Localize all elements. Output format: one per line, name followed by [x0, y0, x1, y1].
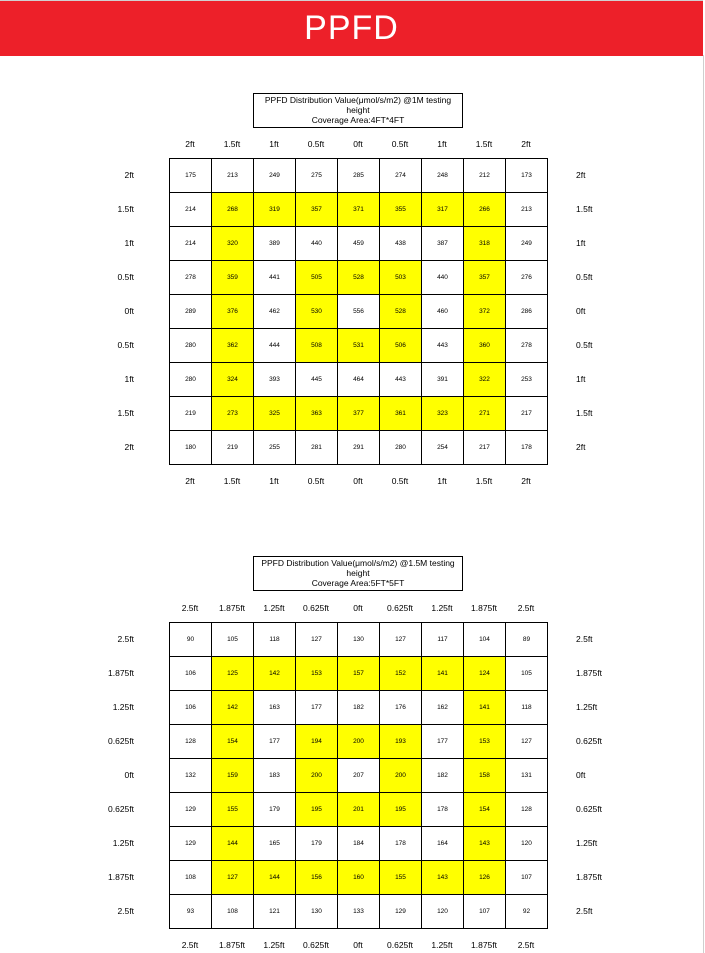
row-label-right: 1.875ft — [576, 872, 602, 882]
ppfd-cell: 130 — [338, 623, 380, 657]
ppfd-cell: 443 — [422, 329, 464, 363]
ppfd-cell: 248 — [422, 159, 464, 193]
ppfd-cell: 153 — [464, 725, 506, 759]
column-label-bottom: 2ft — [521, 476, 531, 486]
ppfd-cell: 217 — [464, 431, 506, 465]
column-label-bottom: 0.625ft — [303, 940, 329, 950]
ppfd-cell: 213 — [506, 193, 548, 227]
ppfd-cell: 389 — [254, 227, 296, 261]
row-label-left: 2ft — [124, 170, 134, 180]
ppfd-cell: 213 — [212, 159, 254, 193]
ppfd-cell: 200 — [338, 725, 380, 759]
table-title-box — [253, 93, 463, 128]
ppfd-cell: 177 — [254, 725, 296, 759]
ppfd-cell: 177 — [296, 691, 338, 725]
ppfd-cell: 107 — [464, 895, 506, 929]
ppfd-cell: 106 — [170, 691, 212, 725]
column-label-bottom: 1.25ft — [431, 940, 453, 950]
ppfd-cell: 387 — [422, 227, 464, 261]
row-label-right: 1.25ft — [576, 702, 598, 712]
column-label-bottom: 0.5ft — [307, 476, 325, 486]
ppfd-cell: 141 — [464, 691, 506, 725]
row-label-right: 0.5ft — [576, 340, 593, 350]
ppfd-cell: 528 — [338, 261, 380, 295]
ppfd-cell: 377 — [338, 397, 380, 431]
ppfd-cell: 142 — [212, 691, 254, 725]
ppfd-cell: 280 — [380, 431, 422, 465]
ppfd-cell: 175 — [170, 159, 212, 193]
table-title-line: PPFD Distribution Value(μmol/s/m2) @1.5M testing — [261, 558, 455, 568]
ppfd-cell: 200 — [296, 759, 338, 793]
column-label-bottom: 1.5ft — [223, 476, 241, 486]
ppfd-cell: 363 — [296, 397, 338, 431]
ppfd-cell: 281 — [296, 431, 338, 465]
ppfd-cell: 164 — [422, 827, 464, 861]
table-title-line: Coverage Area:5FT*5FT — [311, 578, 405, 588]
ppfd-cell: 357 — [296, 193, 338, 227]
ppfd-cell: 194 — [296, 725, 338, 759]
header-band — [0, 0, 703, 56]
ppfd-cell: 177 — [422, 725, 464, 759]
ppfd-cell: 273 — [212, 397, 254, 431]
ppfd-cell: 440 — [422, 261, 464, 295]
ppfd-cell: 322 — [464, 363, 506, 397]
ppfd-cell: 183 — [254, 759, 296, 793]
column-label-top: 1.5ft — [223, 139, 241, 149]
ppfd-cell: 127 — [506, 725, 548, 759]
ppfd-cell: 163 — [254, 691, 296, 725]
row-label-right: 1ft — [576, 238, 586, 248]
row-label-right: 2ft — [576, 442, 586, 452]
row-label-right: 2.5ft — [576, 634, 593, 644]
column-label-bottom: 1ft — [437, 476, 447, 486]
ppfd-cell: 391 — [422, 363, 464, 397]
ppfd-cell: 142 — [254, 657, 296, 691]
ppfd-cell: 280 — [170, 363, 212, 397]
ppfd-cell: 376 — [212, 295, 254, 329]
ppfd-cell: 154 — [464, 793, 506, 827]
ppfd-cell: 462 — [254, 295, 296, 329]
ppfd-cell: 317 — [422, 193, 464, 227]
ppfd-cell: 372 — [464, 295, 506, 329]
ppfd-cell: 325 — [254, 397, 296, 431]
ppfd-cell: 121 — [254, 895, 296, 929]
ppfd-cell: 193 — [380, 725, 422, 759]
ppfd-cell: 195 — [380, 793, 422, 827]
row-label-left: 0.5ft — [117, 272, 134, 282]
ppfd-cell: 165 — [254, 827, 296, 861]
row-label-right: 2.5ft — [576, 906, 593, 916]
ppfd-cell: 107 — [506, 861, 548, 895]
ppfd-cell: 153 — [296, 657, 338, 691]
row-label-left: 0ft — [124, 770, 134, 780]
ppfd-cell: 120 — [422, 895, 464, 929]
page-title: PPFD — [304, 9, 399, 47]
ppfd-cell: 92 — [506, 895, 548, 929]
row-label-left: 1ft — [124, 374, 134, 384]
column-label-bottom: 0ft — [353, 476, 363, 486]
ppfd-cell: 179 — [296, 827, 338, 861]
ppfd-cell: 125 — [212, 657, 254, 691]
ppfd-cell: 178 — [506, 431, 548, 465]
ppfd-cell: 195 — [296, 793, 338, 827]
ppfd-cell: 324 — [212, 363, 254, 397]
ppfd-cell: 127 — [380, 623, 422, 657]
ppfd-cell: 361 — [380, 397, 422, 431]
ppfd-cell: 155 — [212, 793, 254, 827]
ppfd-cell: 319 — [254, 193, 296, 227]
ppfd-cell: 503 — [380, 261, 422, 295]
table-title-line: height — [346, 105, 370, 115]
ppfd-cell: 155 — [380, 861, 422, 895]
column-label-top: 2.5ft — [181, 603, 199, 613]
ppfd-cell: 104 — [464, 623, 506, 657]
ppfd-cell: 253 — [506, 363, 548, 397]
column-label-top: 1.875ft — [219, 603, 245, 613]
ppfd-cell: 266 — [464, 193, 506, 227]
column-label-bottom: 0.5ft — [391, 476, 409, 486]
ppfd-cell: 214 — [170, 193, 212, 227]
ppfd-cell: 201 — [338, 793, 380, 827]
ppfd-cell: 106 — [170, 657, 212, 691]
row-label-left: 0.5ft — [117, 340, 134, 350]
ppfd-cell: 362 — [212, 329, 254, 363]
ppfd-cell: 176 — [380, 691, 422, 725]
ppfd-cell: 255 — [254, 431, 296, 465]
ppfd-cell: 360 — [464, 329, 506, 363]
ppfd-cell: 118 — [254, 623, 296, 657]
ppfd-cell: 505 — [296, 261, 338, 295]
ppfd-cell: 276 — [506, 261, 548, 295]
ppfd-cell: 117 — [422, 623, 464, 657]
row-label-right: 1.5ft — [576, 204, 593, 214]
ppfd-cell: 291 — [338, 431, 380, 465]
ppfd-cell: 105 — [506, 657, 548, 691]
ppfd-cell: 219 — [212, 431, 254, 465]
ppfd-cell: 128 — [170, 725, 212, 759]
ppfd-cell: 108 — [212, 895, 254, 929]
ppfd-cell: 144 — [212, 827, 254, 861]
column-label-bottom: 2.5ft — [517, 940, 535, 950]
table-title-line: height — [346, 568, 370, 578]
ppfd-cell: 120 — [506, 827, 548, 861]
ppfd-cell: 286 — [506, 295, 548, 329]
row-label-left: 2.5ft — [117, 906, 134, 916]
column-label-bottom: 1.875ft — [219, 940, 245, 950]
ppfd-cell: 200 — [380, 759, 422, 793]
ppfd-cell: 173 — [506, 159, 548, 193]
ppfd-cell: 131 — [506, 759, 548, 793]
ppfd-cell: 108 — [170, 861, 212, 895]
ppfd-cell: 128 — [506, 793, 548, 827]
ppfd-cell: 214 — [170, 227, 212, 261]
ppfd-cell: 157 — [338, 657, 380, 691]
ppfd-cell: 178 — [422, 793, 464, 827]
column-label-top: 1.25ft — [431, 603, 453, 613]
ppfd-cell: 162 — [422, 691, 464, 725]
ppfd-cell: 156 — [296, 861, 338, 895]
ppfd-cell: 152 — [380, 657, 422, 691]
ppfd-cell: 90 — [170, 623, 212, 657]
column-label-bottom: 1.875ft — [471, 940, 497, 950]
ppfd-cell: 530 — [296, 295, 338, 329]
ppfd-grid — [169, 158, 548, 465]
ppfd-cell: 528 — [380, 295, 422, 329]
page-right-rule — [703, 55, 704, 953]
ppfd-cell: 129 — [170, 827, 212, 861]
column-label-top: 0.625ft — [387, 603, 413, 613]
ppfd-cell: 531 — [338, 329, 380, 363]
ppfd-cell: 132 — [170, 759, 212, 793]
ppfd-cell: 275 — [296, 159, 338, 193]
row-label-left: 1.875ft — [108, 668, 134, 678]
row-label-left: 1ft — [124, 238, 134, 248]
ppfd-cell: 323 — [422, 397, 464, 431]
ppfd-cell: 143 — [422, 861, 464, 895]
row-label-right: 0ft — [576, 306, 586, 316]
ppfd-cell: 280 — [170, 329, 212, 363]
ppfd-cell: 393 — [254, 363, 296, 397]
column-label-top: 2ft — [521, 139, 531, 149]
column-label-top: 0.5ft — [391, 139, 409, 149]
ppfd-cell: 460 — [422, 295, 464, 329]
ppfd-cell: 158 — [464, 759, 506, 793]
row-label-right: 1ft — [576, 374, 586, 384]
row-label-right: 2ft — [576, 170, 586, 180]
column-label-top: 0ft — [353, 603, 363, 613]
column-label-bottom: 2ft — [185, 476, 195, 486]
row-label-left: 0.625ft — [108, 736, 134, 746]
ppfd-cell: 143 — [464, 827, 506, 861]
ppfd-cell: 133 — [338, 895, 380, 929]
ppfd-cell: 124 — [464, 657, 506, 691]
ppfd-cell: 126 — [464, 861, 506, 895]
column-label-top: 1.25ft — [263, 603, 285, 613]
column-label-top: 2.5ft — [517, 603, 535, 613]
ppfd-cell: 154 — [212, 725, 254, 759]
ppfd-cell: 129 — [170, 793, 212, 827]
row-label-left: 1.25ft — [112, 702, 134, 712]
ppfd-cell: 217 — [506, 397, 548, 431]
ppfd-cell: 318 — [464, 227, 506, 261]
ppfd-grid — [169, 622, 548, 929]
ppfd-cell: 357 — [464, 261, 506, 295]
column-label-top: 2ft — [185, 139, 195, 149]
ppfd-cell: 212 — [464, 159, 506, 193]
ppfd-cell: 268 — [212, 193, 254, 227]
column-label-bottom: 0.625ft — [387, 940, 413, 950]
ppfd-cell: 359 — [212, 261, 254, 295]
ppfd-cell: 180 — [170, 431, 212, 465]
ppfd-cell: 89 — [506, 623, 548, 657]
ppfd-cell: 278 — [170, 261, 212, 295]
ppfd-cell: 445 — [296, 363, 338, 397]
ppfd-cell: 289 — [170, 295, 212, 329]
row-label-left: 1.25ft — [112, 838, 134, 848]
ppfd-cell: 355 — [380, 193, 422, 227]
ppfd-cell: 160 — [338, 861, 380, 895]
ppfd-cell: 178 — [380, 827, 422, 861]
row-label-left: 1.875ft — [108, 872, 134, 882]
ppfd-cell: 254 — [422, 431, 464, 465]
ppfd-cell: 182 — [422, 759, 464, 793]
ppfd-cell: 127 — [296, 623, 338, 657]
column-label-top: 1ft — [437, 139, 447, 149]
ppfd-cell: 130 — [296, 895, 338, 929]
column-label-bottom: 0ft — [353, 940, 363, 950]
ppfd-cell: 443 — [380, 363, 422, 397]
table-title-line: PPFD Distribution Value(μmol/s/m2) @1M testing — [264, 95, 452, 105]
column-label-top: 0.5ft — [307, 139, 325, 149]
row-label-right: 0.625ft — [576, 804, 602, 814]
column-label-bottom: 1.25ft — [263, 940, 285, 950]
ppfd-cell: 207 — [338, 759, 380, 793]
row-label-left: 1.5ft — [117, 204, 134, 214]
ppfd-cell: 129 — [380, 895, 422, 929]
column-label-top: 1.875ft — [471, 603, 497, 613]
ppfd-cell: 278 — [506, 329, 548, 363]
ppfd-cell: 271 — [464, 397, 506, 431]
table-title-line: Coverage Area:4FT*4FT — [311, 115, 405, 125]
ppfd-cell: 179 — [254, 793, 296, 827]
ppfd-cell: 219 — [170, 397, 212, 431]
ppfd-cell: 459 — [338, 227, 380, 261]
column-label-top: 1.5ft — [475, 139, 493, 149]
ppfd-cell: 438 — [380, 227, 422, 261]
row-label-right: 1.875ft — [576, 668, 602, 678]
row-label-left: 2.5ft — [117, 634, 134, 644]
ppfd-cell: 506 — [380, 329, 422, 363]
row-label-right: 0.5ft — [576, 272, 593, 282]
row-label-right: 0.625ft — [576, 736, 602, 746]
row-label-left: 2ft — [124, 442, 134, 452]
ppfd-cell: 441 — [254, 261, 296, 295]
ppfd-cell: 184 — [338, 827, 380, 861]
row-label-right: 1.5ft — [576, 408, 593, 418]
ppfd-cell: 105 — [212, 623, 254, 657]
row-label-left: 0ft — [124, 306, 134, 316]
column-label-top: 0ft — [353, 139, 363, 149]
ppfd-cell: 320 — [212, 227, 254, 261]
ppfd-cell: 440 — [296, 227, 338, 261]
ppfd-cell: 249 — [506, 227, 548, 261]
column-label-bottom: 1ft — [269, 476, 279, 486]
ppfd-cell: 371 — [338, 193, 380, 227]
column-label-bottom: 1.5ft — [475, 476, 493, 486]
column-label-top: 0.625ft — [303, 603, 329, 613]
ppfd-cell: 141 — [422, 657, 464, 691]
ppfd-cell: 118 — [506, 691, 548, 725]
ppfd-cell: 93 — [170, 895, 212, 929]
ppfd-cell: 464 — [338, 363, 380, 397]
ppfd-cell: 249 — [254, 159, 296, 193]
ppfd-cell: 127 — [212, 861, 254, 895]
row-label-right: 1.25ft — [576, 838, 598, 848]
table-title-box — [253, 556, 463, 591]
row-label-left: 1.5ft — [117, 408, 134, 418]
column-label-bottom: 2.5ft — [181, 940, 199, 950]
column-label-top: 1ft — [269, 139, 279, 149]
ppfd-cell: 144 — [254, 861, 296, 895]
ppfd-cell: 285 — [338, 159, 380, 193]
row-label-left: 0.625ft — [108, 804, 134, 814]
ppfd-cell: 159 — [212, 759, 254, 793]
ppfd-cell: 182 — [338, 691, 380, 725]
row-label-right: 0ft — [576, 770, 586, 780]
ppfd-cell: 508 — [296, 329, 338, 363]
ppfd-cell: 444 — [254, 329, 296, 363]
ppfd-cell: 274 — [380, 159, 422, 193]
ppfd-cell: 556 — [338, 295, 380, 329]
